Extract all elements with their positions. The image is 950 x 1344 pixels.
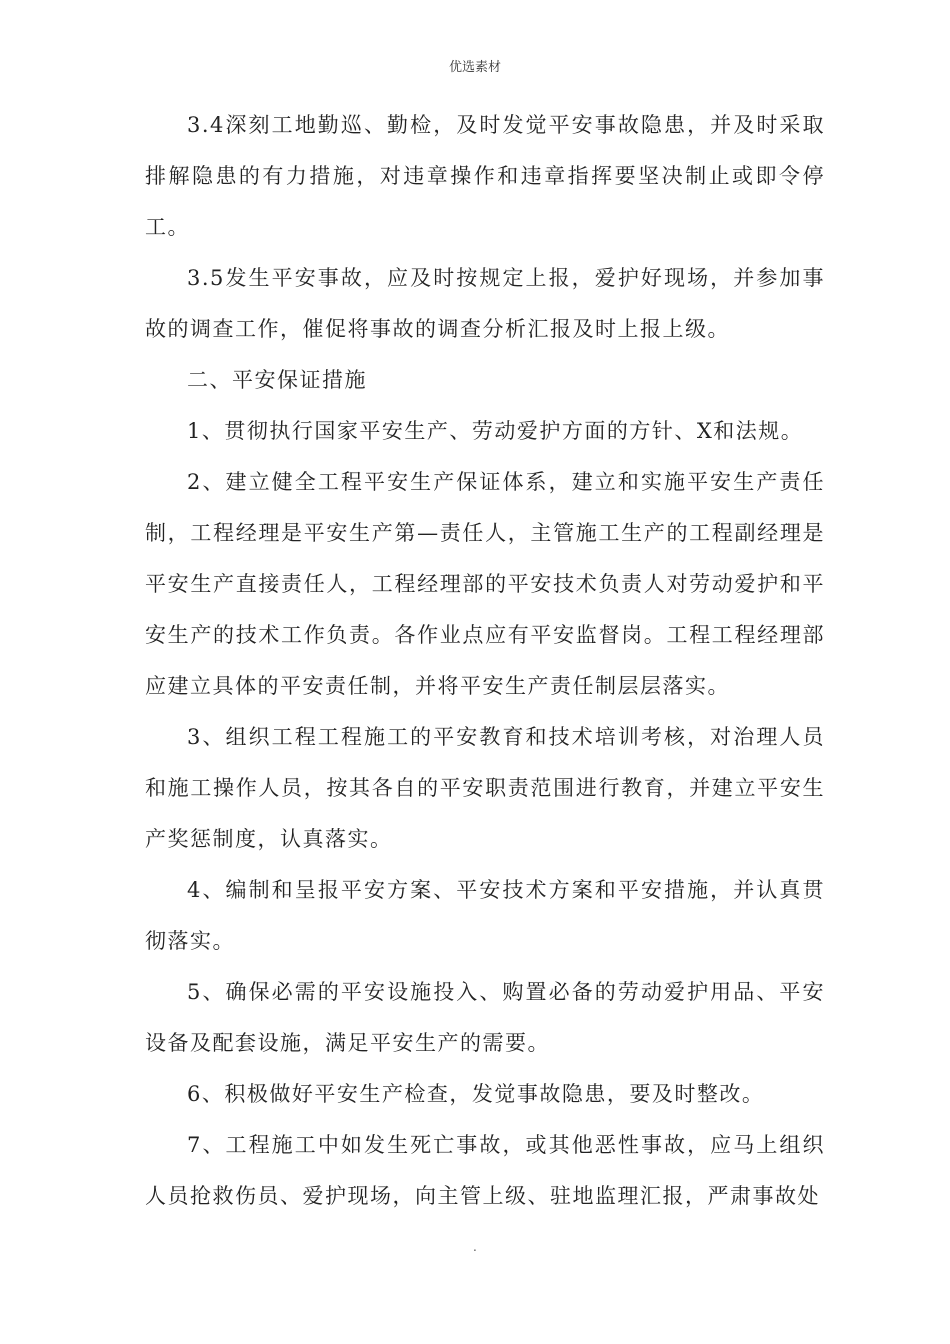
paragraph: 2、建立健全工程平安生产保证体系，建立和实施平安生产责任制，工程经理是平安生产第—责任人，主管施工生产的工程副经理是平安生产直接责任人，工程经理部的平安技术负责人对劳动爱护和平安生产的技术工作负责。各作业点应有平安监督岗。工程工程经理部应建立具体的平安责任制，并将平安生产责任制层层落实。	[145, 470, 825, 698]
paragraph: 6、积极做好平安生产检查，发觉事故隐患，要及时整改。	[187, 1082, 765, 1106]
document-body	[145, 100, 825, 1222]
paragraph: 7、工程施工中如发生死亡事故，或其他恶性事故，应马上组织人员抢救伤员、爱护现场，向主管上级、驻地监理汇报，严肃事故处	[145, 1133, 825, 1208]
paragraph: 5、确保必需的平安设施投入、购置必备的劳动爱护用品、平安设备及配套设施，满足平安生产的需要。	[145, 980, 825, 1055]
paragraph: 3、组织工程工程施工的平安教育和技术培训考核，对治理人员和施工操作人员，按其各自的平安职责范围进行教育，并建立平安生产奖惩制度，认真落实。	[145, 725, 825, 851]
paragraph: 1、贯彻执行国家平安生产、劳动爱护方面的方针、X和法规。	[187, 419, 804, 443]
section-heading: 二、平安保证措施	[187, 368, 367, 392]
page-footer-mark: .	[473, 1240, 477, 1254]
paragraph: 3.5发生平安事故，应及时按规定上报，爱护好现场，并参加事故的调查工作，催促将事故的调查分析汇报及时上报上级。	[145, 266, 825, 341]
paragraph: 4、编制和呈报平安方案、平安技术方案和平安措施，并认真贯彻落实。	[145, 878, 825, 953]
page-header: 优选素材	[448, 60, 501, 75]
paragraph: 3.4深刻工地勤巡、勤检，及时发觉平安事故隐患，并及时采取排解隐患的有力措施，对违章操作和违章指挥要坚决制止或即令停工。	[145, 113, 825, 239]
